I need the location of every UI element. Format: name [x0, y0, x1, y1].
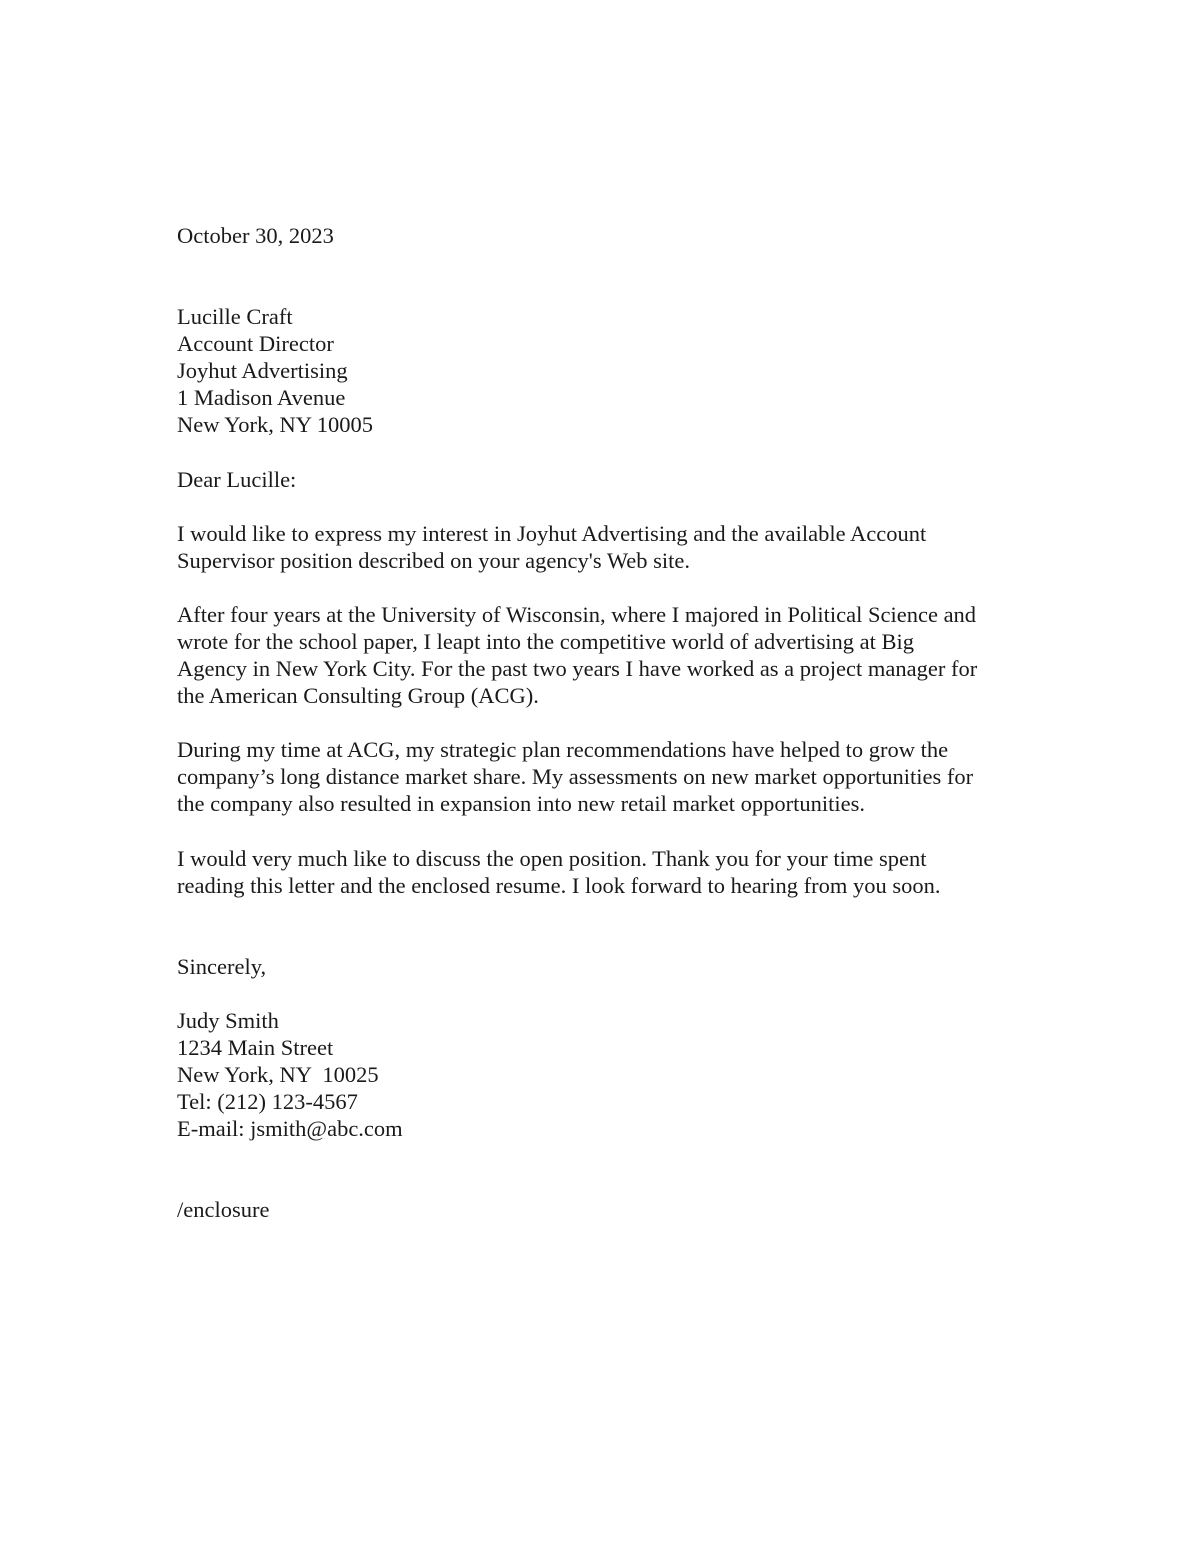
paragraph-line: the company also resulted in expansion into new retail market opportunities. [177, 791, 865, 816]
paragraph-line: reading this letter and the enclosed resume. I look forward to hearing from you soon. [177, 873, 941, 898]
letter-date [177, 222, 1037, 249]
paragraph-line: I would like to express my interest in Joyhut Advertising and the available Account [177, 521, 927, 546]
paragraph-line: company’s long distance market share. My assessments on new market opportunities for [177, 764, 974, 789]
paragraph-line: the American Consulting Group (ACG). [177, 683, 539, 708]
paragraph-line: During my time at ACG, my strategic plan recommendations have helped to grow the [177, 737, 949, 762]
sender-street: 1234 Main Street [177, 1035, 334, 1060]
sender-city-state-zip: New York, NY 10025 [177, 1062, 379, 1087]
paragraph-line: Supervisor position described on your agency's Web site. [177, 548, 690, 573]
sender-signature-block [177, 1007, 1037, 1142]
date-text: October 30, 2023 [177, 223, 334, 248]
sender-email: E-mail: jsmith@abc.com [177, 1116, 403, 1141]
recipient-address [177, 303, 1037, 438]
salutation-text: Dear Lucille: [177, 467, 297, 492]
recipient-name: Lucille Craft [177, 304, 293, 329]
closing [177, 953, 1037, 980]
paragraph-line: Agency in New York City. For the past two years I have worked as a project manager for [177, 656, 978, 681]
sender-phone: Tel: (212) 123-4567 [177, 1089, 358, 1114]
recipient-city-state-zip: New York, NY 10005 [177, 412, 374, 437]
body-paragraph-4 [177, 845, 1037, 899]
paragraph-line: wrote for the school paper, I leapt into the competitive world of advertising at Big [177, 629, 915, 654]
body-paragraph-1 [177, 520, 1037, 574]
closing-text: Sincerely, [177, 954, 267, 979]
salutation [177, 466, 1037, 493]
enclosure-text: /enclosure [177, 1197, 270, 1222]
recipient-title: Account Director [177, 331, 334, 356]
body-paragraph-2 [177, 601, 1037, 709]
recipient-street: 1 Madison Avenue [177, 385, 346, 410]
enclosure-note [177, 1196, 1037, 1223]
body-paragraph-3 [177, 736, 1037, 817]
paragraph-line: After four years at the University of Wisconsin, where I majored in Political Science and [177, 602, 977, 627]
recipient-company: Joyhut Advertising [177, 358, 348, 383]
sender-name: Judy Smith [177, 1008, 279, 1033]
paragraph-line: I would very much like to discuss the open position. Thank you for your time spent [177, 846, 927, 871]
